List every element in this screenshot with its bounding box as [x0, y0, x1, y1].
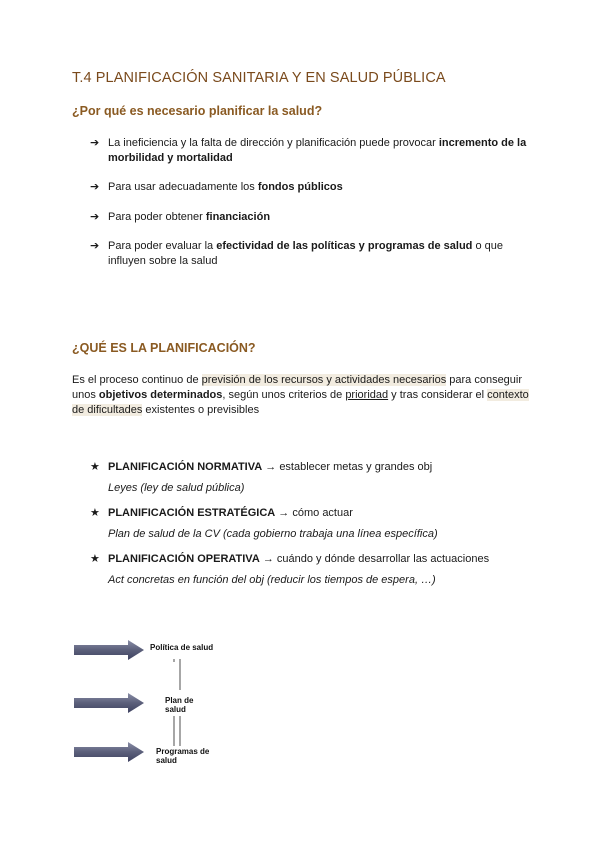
arrow-bullet-icon: ➔ — [90, 137, 100, 149]
list-item-note: Act concretas en función del obj (reducir los tiempos de espera, …) — [108, 574, 436, 586]
diagram-graphic — [74, 632, 234, 772]
arrow-shape-politica — [74, 640, 144, 660]
arrow-shape-plan — [74, 693, 144, 713]
section-heading: ¿QUÉ ES LA PLANIFICACIÓN? — [72, 341, 256, 355]
list-item: ★ PLANIFICACIÓN NORMATIVA → establecer metas y grandes obj Leyes (ley de salud pública) — [90, 460, 530, 496]
list-item: ★ PLANIFICACIÓN ESTRATÉGICA → cómo actuar Plan de salud de la CV (cada gobierno trabaja una línea específica) — [90, 506, 530, 542]
arrow-bullet-icon: ➔ — [90, 210, 100, 223]
list-item: ➔ Para usar adecuadamente los fondos públicos — [90, 181, 343, 193]
list-item-note: Plan de salud de la CV (cada gobierno trabaja una línea específica) — [108, 528, 438, 540]
list-item: ➔ La ineficiencia y la falta de dirección y planificación puede provocar incremento de la morbilidad y mortalidad — [90, 137, 527, 164]
list-item: ➔ Para poder evaluar la efectividad de las políticas y programas de salud o que influyen sobre la salud — [90, 240, 503, 267]
arrow-shape-programas — [74, 742, 144, 762]
section-subtitle: ¿Por qué es necesario planificar la salud? — [72, 104, 323, 118]
page-title: T.4 PLANIFICACIÓN SANITARIA Y EN SALUD PÚBLICA — [72, 70, 446, 86]
arrow-bullet-icon: ➔ — [90, 181, 100, 193]
star-bullet-icon: ★ — [90, 461, 100, 473]
diagram-label-plan: Plan de salud — [165, 696, 194, 714]
list-item: ★ PLANIFICACIÓN OPERATIVA → cuándo y dónde desarrollar las actuaciones Act concretas en función del obj (reducir los tiempos de espera, …) — [90, 552, 530, 588]
reasons-list — [90, 136, 530, 283]
definition-paragraph: Es el proceso continuo de previsión de los recursos y actividades necesarios para conseguir unos objetivos determinados, según unos criterios de prioridad y tras considerar el contexto de dificultades existentes o previsibles — [72, 374, 529, 416]
list-item: ➔ Para poder obtener financiación — [90, 210, 271, 223]
star-bullet-icon: ★ — [90, 507, 100, 519]
planning-hierarchy-diagram — [74, 632, 234, 772]
diagram-label-politica: Política de salud — [150, 643, 214, 652]
list-item-note: Leyes (ley de salud pública) — [108, 482, 245, 494]
arrow-bullet-icon: ➔ — [90, 240, 100, 252]
planning-types-list — [90, 460, 530, 596]
star-bullet-icon: ★ — [90, 553, 100, 565]
diagram-label-programas: Programas de salud — [156, 747, 210, 765]
